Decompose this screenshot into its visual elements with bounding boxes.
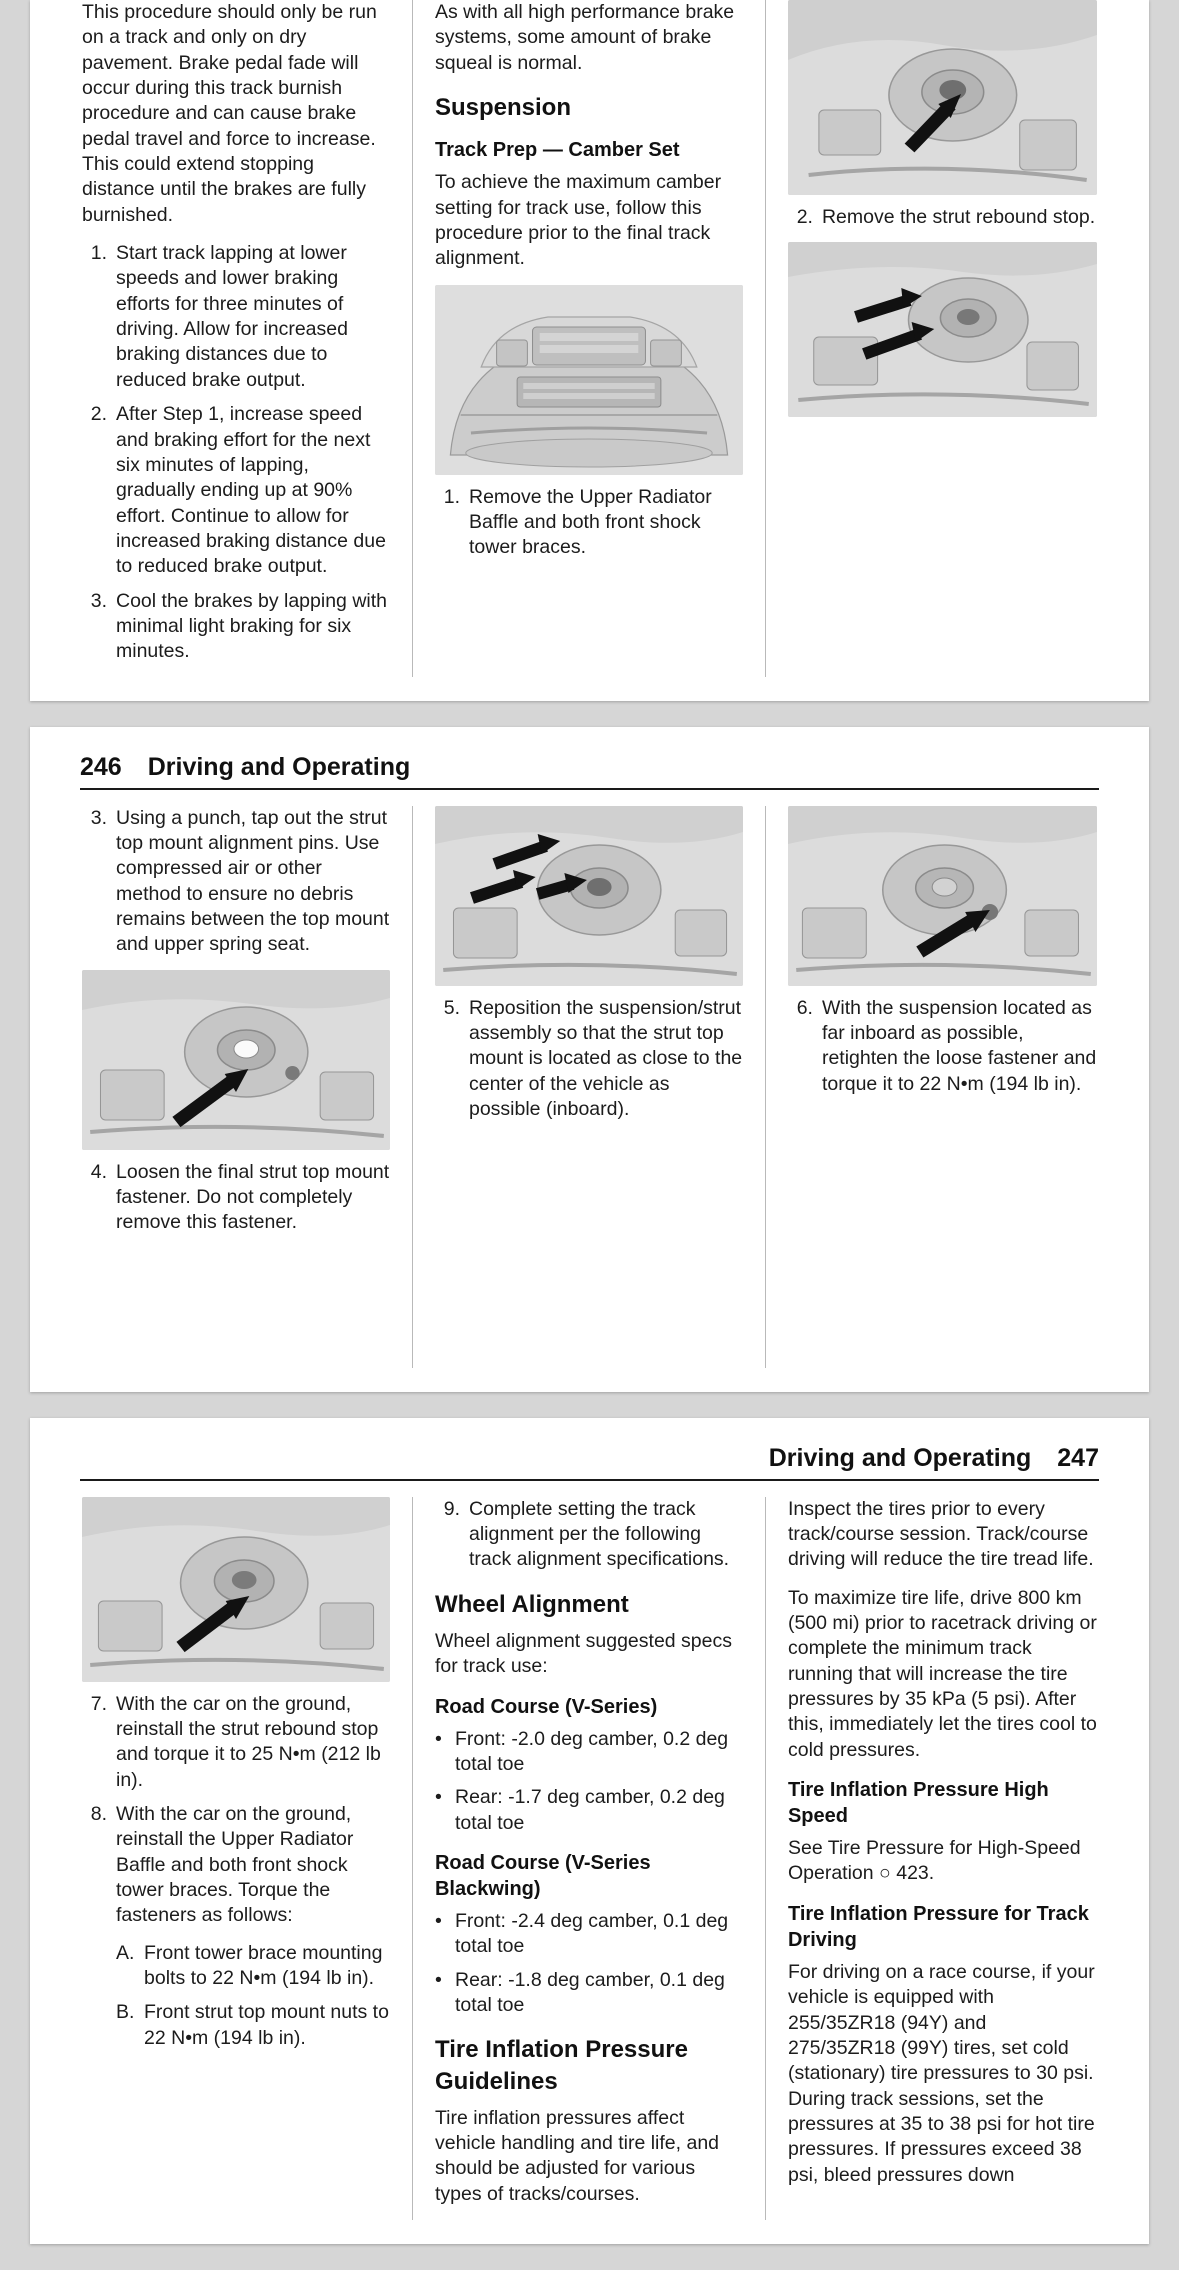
engine-bay-figure <box>435 285 743 475</box>
step-9-list <box>435 1497 743 1573</box>
strut-top-mount-install-illustration <box>82 1497 390 1682</box>
list-text: After Step 1, increase speed and braking effort for the next six minutes of lapping, gradually ending up at 90% effort. Continue to allow for increased braking distance due to reduced brake output. <box>116 403 386 578</box>
list-item <box>82 806 390 958</box>
road-course-v-series-subheading: Road Course (V-Series) <box>434 1695 658 1718</box>
step-6-list <box>788 996 1097 1097</box>
list-item <box>116 1941 390 1992</box>
list-item <box>116 2000 390 2051</box>
bullet-icon: • <box>434 1968 442 1991</box>
list-item <box>435 1497 743 1573</box>
strut-assembly-reposition-figure <box>435 806 743 986</box>
page-247-columns <box>60 1497 1119 2220</box>
punch-alignment-pins-figure <box>82 970 390 1150</box>
list-text: Remove the Upper Radiator Baffle and both front shock tower braces. <box>468 485 712 559</box>
page-246-columns <box>60 806 1119 1368</box>
page-title: Driving and Operating <box>768 1443 1032 1472</box>
list-item <box>82 402 390 579</box>
page-246-column-2 <box>413 806 766 1368</box>
page-246-column-3 <box>766 806 1119 1368</box>
list-item <box>82 589 390 665</box>
tire-pressure-high-speed-subheading: Tire Inflation Pressure High Speed <box>787 1779 1049 1828</box>
list-marker: 5. <box>443 996 460 1019</box>
manual-page-247 <box>30 1418 1149 2244</box>
list-text: Front: -2.0 deg camber, 0.2 deg total toe <box>454 1727 729 1775</box>
suspension-heading: Suspension <box>434 94 572 122</box>
step-4-list <box>82 1160 390 1236</box>
list-item <box>82 1802 390 1929</box>
strut-top-mount-install-figure <box>82 1497 390 1682</box>
page-title: Driving and Operating <box>147 752 411 781</box>
list-item <box>435 1785 743 1836</box>
punch-alignment-pins-illustration <box>82 970 390 1150</box>
tire-life-paragraph: To maximize tire life, drive 800 km (500 mi) prior to racetrack driving or complete the minimum track running that will increase the tire pressures by 35 kPa (5 psi). After this, immediately let the tires cool to cold pressures. <box>787 1586 1097 1761</box>
page-245-column-3 <box>766 0 1119 677</box>
strut-top-mount-fasteners-illustration <box>788 242 1097 417</box>
list-item <box>435 1727 743 1778</box>
engine-bay-illustration <box>435 285 743 475</box>
list-text: Using a punch, tap out the strut top mount alignment pins. Use compressed air or other method to ensure no debris remains between the top mount and upper spring seat. <box>116 806 390 956</box>
list-marker: 3. <box>90 589 107 612</box>
list-marker: 1. <box>90 242 107 265</box>
list-text: Front strut top mount nuts to 22 N•m (194 lb in). <box>144 2001 389 2049</box>
page-header-247 <box>80 1444 1099 1481</box>
track-prep-subheading: Track Prep — Camber Set <box>434 139 680 162</box>
list-item <box>82 241 390 393</box>
list-text: Loosen the final strut top mount fastener. Do not completely remove this fastener. <box>116 1160 390 1234</box>
list-text: Rear: -1.7 deg camber, 0.2 deg total toe <box>454 1786 725 1834</box>
list-marker: 2. <box>796 206 813 228</box>
step-1-list <box>435 485 743 561</box>
list-text: Remove the strut rebound stop. <box>821 206 1096 228</box>
list-item <box>82 1160 390 1236</box>
tire-pressure-track-paragraph: For driving on a race course, if your vehicle is equipped with 255/35ZR18 (94Y) and 275/35ZR18 (99Y) tires, set cold (stationary) tire pressures to 30 psi. During track sessions, set the pressures at 35 to 38 psi for hot tire pressures. If pressures exceed 38 psi, bleed pressures down <box>787 1960 1095 2186</box>
strut-fastener-torque-illustration <box>788 806 1097 986</box>
page-246-column-1 <box>60 806 413 1368</box>
list-marker: 1. <box>443 485 460 508</box>
list-marker: 9. <box>443 1497 460 1520</box>
list-text: With the car on the ground, reinstall the strut rebound stop and torque it to 25 N•m (212 lb in). <box>116 1692 381 1791</box>
page-header-246 <box>80 753 1099 790</box>
list-item <box>82 1692 390 1793</box>
list-text: Start track lapping at lower speeds and lower braking efforts for three minutes of driving. Allow for increased braking distances due to reduced brake output. <box>116 242 348 391</box>
list-text: Rear: -1.8 deg camber, 0.1 deg total toe <box>454 1968 725 2016</box>
list-text: Front: -2.4 deg camber, 0.1 deg total toe <box>454 1909 729 1958</box>
tire-pressure-high-speed-reference: See Tire Pressure for High-Speed Operation ○ 423. <box>787 1837 1081 1885</box>
strut-top-mount-fasteners-figure <box>788 242 1097 417</box>
list-text: With the car on the ground, reinstall the Upper Radiator Baffle and both front shock tower braces. Torque the fasteners as follows: <box>116 1803 354 1927</box>
list-marker: 4. <box>90 1160 107 1183</box>
camber-set-paragraph: To achieve the maximum camber setting for track use, follow this procedure prior to the final track alignment. <box>434 171 722 270</box>
list-marker: 2. <box>90 403 107 426</box>
page-number: 246 <box>80 752 122 781</box>
tire-inflation-guidelines-paragraph: Tire inflation pressures affect vehicle handling and tire life, and should be adjusted for various types of tracks/courses. <box>434 2106 720 2205</box>
list-item <box>788 996 1097 1097</box>
list-marker: B. <box>116 2001 135 2024</box>
list-text: Front tower brace mounting bolts to 22 N•m (194 lb in). <box>144 1941 383 1990</box>
strut-fastener-torque-figure <box>788 806 1097 986</box>
figure-caption-step2 <box>788 205 1097 230</box>
manual-page-245 <box>30 0 1149 701</box>
bullet-icon: • <box>434 1786 442 1809</box>
column-spacer <box>82 1248 390 1368</box>
list-item <box>435 485 743 561</box>
road-course-blackwing-subheading: Road Course (V-Series Blackwing) <box>434 1851 651 1900</box>
wheel-alignment-heading: Wheel Alignment <box>434 1590 629 1618</box>
step-5-list <box>435 996 743 1123</box>
page-number: 247 <box>1057 1443 1099 1472</box>
steps-7-8-list <box>82 1692 390 1929</box>
wheel-alignment-paragraph: Wheel alignment suggested specs for track use: <box>434 1629 732 1678</box>
tire-pressure-track-subheading: Tire Inflation Pressure for Track Driving <box>787 1902 1089 1951</box>
bullet-icon: • <box>434 1909 442 1932</box>
list-text: Reposition the suspension/strut assembly so that the strut top mount is located as close to the center of the vehicle as possible (inboard). <box>468 996 743 1120</box>
burnish-steps-list <box>82 241 390 665</box>
bullet-icon: • <box>434 1727 442 1750</box>
strut-assembly-reposition-illustration <box>435 806 743 986</box>
list-text: Cool the brakes by lapping with minimal light braking for six minutes. <box>116 589 387 663</box>
step-3-list <box>82 806 390 958</box>
page-245-column-2 <box>413 0 766 677</box>
list-item <box>435 1968 743 2019</box>
list-marker: 3. <box>90 806 107 829</box>
list-marker: 7. <box>90 1692 107 1715</box>
step-8-substeps-list <box>116 1941 390 2051</box>
burnish-intro-paragraph: This procedure should only be run on a track and only on dry pavement. Brake pedal fade will occur during this track burnish procedure and can cause brake pedal travel and force to increase. This could extend stopping distance until the brakes are fully burnished. <box>82 1 377 226</box>
page-247-column-2 <box>413 1497 766 2220</box>
strut-rebound-stop-illustration <box>788 0 1097 195</box>
list-item <box>435 1909 743 1960</box>
page-245-column-1 <box>60 0 413 677</box>
tire-inspection-paragraph: Inspect the tires prior to every track/course session. Track/course driving will reduce the tire tread life. <box>787 1497 1094 1571</box>
manual-page-246 <box>30 727 1149 1392</box>
page-245-columns <box>60 0 1119 677</box>
brake-squeal-paragraph: As with all high performance brake systems, some amount of brake squeal is normal. <box>434 1 735 74</box>
list-marker: 6. <box>796 996 813 1019</box>
page-247-column-3 <box>766 1497 1119 2220</box>
road-course-blackwing-list <box>435 1909 743 2018</box>
road-course-v-series-list <box>435 1727 743 1836</box>
list-text: Complete setting the track alignment per the following track alignment specifications. <box>468 1497 730 1571</box>
strut-rebound-stop-figure <box>788 0 1097 195</box>
tire-inflation-guidelines-heading: Tire Inflation Pressure Guidelines <box>434 2036 688 2095</box>
list-item <box>788 205 1097 230</box>
figure-caption-step1 <box>435 485 743 561</box>
list-item <box>435 996 743 1123</box>
step-2-list <box>788 205 1097 230</box>
page-247-column-1 <box>60 1497 413 2220</box>
list-text: With the suspension located as far inboard as possible, retighten the loose fastener and torque it to 22 N•m (194 lb in). <box>821 996 1097 1095</box>
list-marker: A. <box>116 1941 135 1964</box>
list-marker: 8. <box>90 1803 107 1826</box>
